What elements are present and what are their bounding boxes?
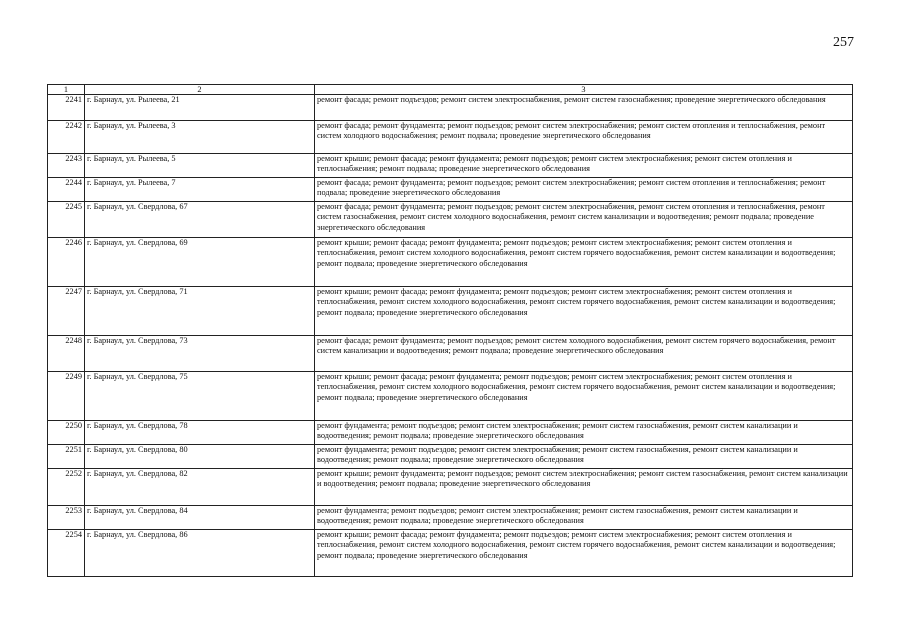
row-works: ремонт фасада; ремонт фундамента; ремонт подъездов; ремонт систем электроснабжения; ремонт систем отопления и теплоснабжения, ремонт систем холодного водоснабжения; ремонт подвала; проведение энергетического обследования xyxy=(315,121,853,154)
column-header-address: 2 xyxy=(85,85,315,95)
row-address: г. Барнаул, ул. Рылеева, 21 xyxy=(85,95,315,121)
row-number: 2252 xyxy=(48,469,85,506)
row-number: 2241 xyxy=(48,95,85,121)
row-address: г. Барнаул, ул. Свердлова, 75 xyxy=(85,372,315,421)
column-header-number: 1 xyxy=(48,85,85,95)
row-works: ремонт крыши; ремонт фасада; ремонт фундамента; ремонт подъездов; ремонт систем электроснабжения; ремонт систем отопления и теплоснабжения; ремонт подвала; проведение энергетического обследования xyxy=(315,154,853,178)
column-header-works: 3 xyxy=(315,85,853,95)
row-number: 2250 xyxy=(48,421,85,445)
table-row xyxy=(48,202,853,238)
table-row xyxy=(48,121,853,154)
row-works: ремонт фундамента; ремонт подъездов; ремонт систем электроснабжения; ремонт систем газоснабжения, ремонт систем канализации и водоотведения; ремонт подвала; проведение энергетического обследования xyxy=(315,421,853,445)
row-works: ремонт фасада; ремонт фундамента; ремонт подъездов; ремонт систем электроснабжения, ремонт систем отопления и теплоснабжения, ремонт систем газоснабжения, ремонт систем холодного водоснабжения, ремонт систем канализации и водоотведения; ремонт подвала; проведение энергетического обследования xyxy=(315,202,853,238)
row-number: 2251 xyxy=(48,445,85,469)
row-works: ремонт фасада; ремонт фундамента; ремонт подъездов; ремонт систем холодного водоснабжения, ремонт систем горячего водоснабжения, ремонт систем канализации и водоотведения; ремонт подвала; проведение энергетического обследования xyxy=(315,336,853,372)
table-row xyxy=(48,178,853,202)
row-number: 2253 xyxy=(48,506,85,530)
row-number: 2249 xyxy=(48,372,85,421)
row-works: ремонт крыши; ремонт фундамента; ремонт подъездов; ремонт систем электроснабжения; ремонт систем газоснабжения, ремонт систем канализации и водоотведения; ремонт подвала; проведение энергетического обследования xyxy=(315,469,853,506)
table-row xyxy=(48,287,853,336)
row-address: г. Барнаул, ул. Свердлова, 84 xyxy=(85,506,315,530)
table-row xyxy=(48,469,853,506)
table-row xyxy=(48,445,853,469)
row-number: 2243 xyxy=(48,154,85,178)
row-works: ремонт крыши; ремонт фасада; ремонт фундамента; ремонт подъездов; ремонт систем электроснабжения; ремонт систем отопления и теплоснабжения, ремонт систем холодного водоснабжения, ремонт систем горячего водоснабжения, ремонт систем канализации и водоотведения; ремонт подвала; проведение энергетического обследования xyxy=(315,530,853,577)
table-row xyxy=(48,506,853,530)
row-address: г. Барнаул, ул. Свердлова, 69 xyxy=(85,238,315,287)
row-works: ремонт фасада; ремонт фундамента; ремонт подъездов; ремонт систем электроснабжения; ремонт систем отопления и теплоснабжения; ремонт подвала; проведение энергетического обследования xyxy=(315,178,853,202)
row-number: 2242 xyxy=(48,121,85,154)
row-address: г. Барнаул, ул. Рылеева, 7 xyxy=(85,178,315,202)
row-number: 2247 xyxy=(48,287,85,336)
table-header-row xyxy=(48,85,853,95)
row-number: 2245 xyxy=(48,202,85,238)
row-address: г. Барнаул, ул. Свердлова, 78 xyxy=(85,421,315,445)
row-address: г. Барнаул, ул. Свердлова, 67 xyxy=(85,202,315,238)
row-number: 2254 xyxy=(48,530,85,577)
table-row xyxy=(48,421,853,445)
row-works: ремонт крыши; ремонт фасада; ремонт фундамента; ремонт подъездов; ремонт систем электроснабжения; ремонт систем отопления и теплоснабжения, ремонт систем холодного водоснабжения, ремонт систем горячего водоснабжения, ремонт систем канализации и водоотведения; ремонт подвала; проведение энергетического обследования xyxy=(315,372,853,421)
repair-registry-table xyxy=(47,84,853,577)
row-address: г. Барнаул, ул. Рылеева, 3 xyxy=(85,121,315,154)
row-number: 2246 xyxy=(48,238,85,287)
table-row xyxy=(48,154,853,178)
table-row xyxy=(48,336,853,372)
row-number: 2244 xyxy=(48,178,85,202)
row-number: 2248 xyxy=(48,336,85,372)
table-row xyxy=(48,372,853,421)
row-address: г. Барнаул, ул. Свердлова, 80 xyxy=(85,445,315,469)
row-works: ремонт крыши; ремонт фасада; ремонт фундамента; ремонт подъездов; ремонт систем электроснабжения; ремонт систем отопления и теплоснабжения, ремонт систем холодного водоснабжения, ремонт систем горячего водоснабжения, ремонт систем канализации и водоотведения; ремонт подвала; проведение энергетического обследования xyxy=(315,287,853,336)
table-row xyxy=(48,238,853,287)
row-works: ремонт фасада; ремонт подъездов; ремонт систем электроснабжения, ремонт систем газоснабжения; проведение энергетического обследования xyxy=(315,95,853,121)
row-address: г. Барнаул, ул. Рылеева, 5 xyxy=(85,154,315,178)
row-address: г. Барнаул, ул. Свердлова, 86 xyxy=(85,530,315,577)
row-works: ремонт крыши; ремонт фасада; ремонт фундамента; ремонт подъездов; ремонт систем электроснабжения; ремонт систем отопления и теплоснабжения, ремонт систем холодного водоснабжения, ремонт систем горячего водоснабжения, ремонт систем канализации и водоотведения; ремонт подвала; проведение энергетического обследования xyxy=(315,238,853,287)
row-address: г. Барнаул, ул. Свердлова, 73 xyxy=(85,336,315,372)
row-works: ремонт фундамента; ремонт подъездов; ремонт систем электроснабжения; ремонт систем газоснабжения, ремонт систем канализации и водоотведения; ремонт подвала; проведение энергетического обследования xyxy=(315,506,853,530)
table-row xyxy=(48,95,853,121)
row-address: г. Барнаул, ул. Свердлова, 71 xyxy=(85,287,315,336)
row-address: г. Барнаул, ул. Свердлова, 82 xyxy=(85,469,315,506)
page-number: 257 xyxy=(833,35,854,50)
table-row xyxy=(48,530,853,577)
row-works: ремонт фундамента; ремонт подъездов; ремонт систем электроснабжения; ремонт систем газоснабжения, ремонт систем канализации и водоотведения; ремонт подвала; проведение энергетического обследования xyxy=(315,445,853,469)
